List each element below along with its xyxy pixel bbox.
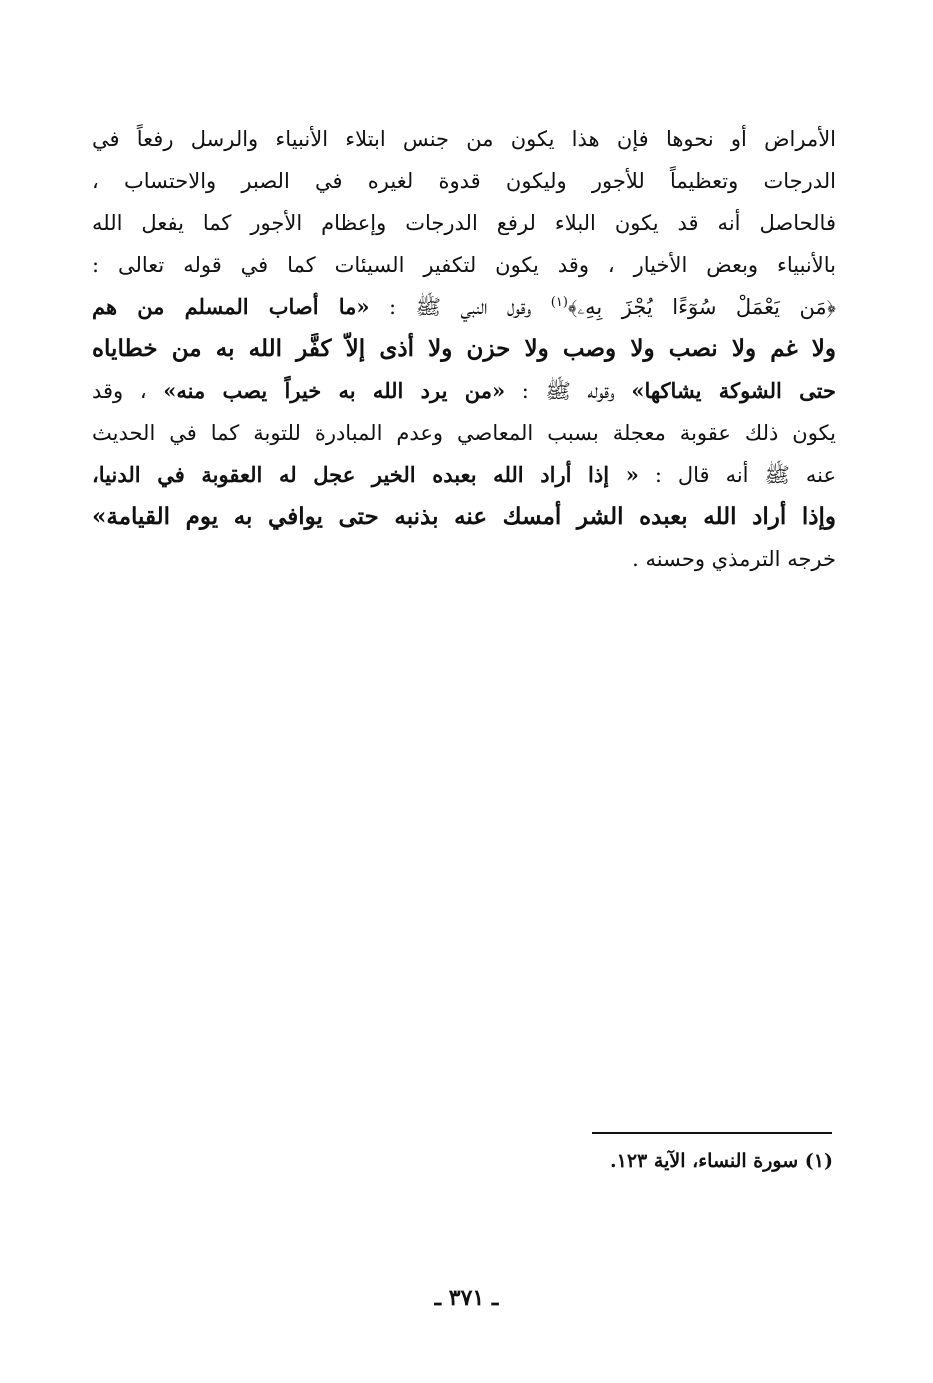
- hadith-quote: حتى الشوكة يشاكها»: [631, 378, 836, 403]
- text-segment: عنه ﷺ أنه قال :: [638, 463, 836, 487]
- text-line-1: الأمراض أو نحوها فإن هذا يكون من جنس ابتلاء الأنبياء والرسل رفعاً في: [92, 127, 836, 151]
- footnote-reference: (١): [550, 295, 568, 310]
- hadith-quote: «ما أصاب المسلم من هم: [92, 294, 370, 319]
- quran-verse: ﴿مَن يَعْمَلْ سُوٓءًا يُجْزَ بِهِۦ﴾: [567, 295, 836, 319]
- text-line-3: فالحاصل أنه قد يكون البلاء لرفع الدرجات وإعظام الأجور كما يفعل الله: [92, 211, 836, 235]
- text-line-10: وإذا أراد الله بعبده الشر أمسك عنه بذنبه حتى يوافي به يوم القيامة»: [92, 503, 836, 530]
- text-line-8: يكون ذلك عقوبة معجلة بسبب المعاصي وعدم المبادرة للتوبة كما في الحديث: [92, 421, 836, 445]
- hadith-quote: « إذا أراد الله بعبده الخير عجل له العقوبة في الدنيا،: [92, 462, 639, 487]
- text-line-11: خرجه الترمذي وحسنه .: [632, 547, 836, 571]
- hadith-quote: «من يرد الله به خيراً يصب منه»: [163, 378, 506, 403]
- text-line-7: [92, 370, 836, 412]
- text-segment: ، وقد: [92, 379, 164, 403]
- body-text: [92, 118, 836, 580]
- footnote: (١) سورة النساء، الآية ١٢٣.: [610, 1150, 833, 1172]
- page-number: ـ ٣٧١ ـ: [434, 1285, 499, 1311]
- text-line-6: ولا غم ولا نصب ولا وصب ولا حزن ولا أذى إلاّ كفَّر الله به من خطاياه: [92, 335, 836, 362]
- text-line-2: الدرجات وتعظيماً للأجور وليكون قدوة لغيره في الصبر والاحتساب ،: [92, 169, 836, 193]
- text-line-4: بالأنبياء وبعض الأخيار ، وقد يكون لتكفير السيئات كما في قوله تعالى :: [92, 253, 836, 277]
- text-segment: وقوله ﷺ :: [505, 379, 632, 403]
- text-line-9: [92, 454, 836, 496]
- footnote-divider: [592, 1132, 832, 1134]
- text-segment: وقول النبي ﷺ :: [369, 295, 551, 319]
- text-line-5: [92, 286, 836, 328]
